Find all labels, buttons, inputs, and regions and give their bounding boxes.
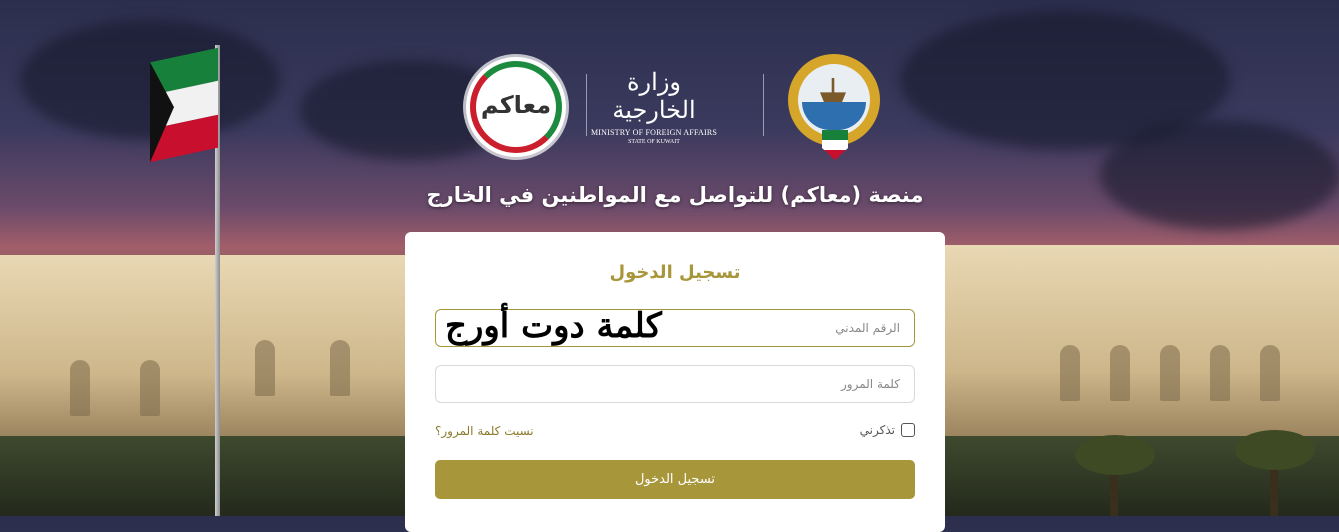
remember-label: تذكرني (859, 423, 895, 437)
login-button[interactable]: تسجيل الدخول (435, 460, 915, 499)
window (1110, 345, 1130, 401)
maakom-logo (466, 57, 566, 157)
mofa-state-name: STATE OF KUWAIT (628, 139, 680, 145)
watermark-text: كلمة دوت أورج (445, 306, 662, 346)
building-right (945, 245, 1339, 455)
platform-title: منصة (معاكم) للتواصل مع المواطنين في الخارج (426, 183, 924, 207)
window (330, 340, 350, 396)
palm-crown (1235, 430, 1315, 470)
maakom-logo-text: معاكم (480, 91, 552, 119)
password-field[interactable] (435, 365, 915, 403)
kuwait-emblem-icon (786, 52, 882, 162)
logo-divider (586, 74, 587, 136)
remember-checkbox[interactable] (901, 423, 915, 437)
window (1210, 345, 1230, 401)
kuwait-flag-icon (150, 48, 218, 162)
window (1260, 345, 1280, 401)
window (1160, 345, 1180, 401)
header-logos (460, 52, 890, 162)
mofa-english-name: MINISTRY OF FOREIGN AFFAIRS (590, 128, 718, 137)
forgot-password-link[interactable]: نسيت كلمة المرور؟ (435, 424, 534, 438)
remember-me[interactable] (860, 423, 915, 437)
login-title: تسجيل الدخول (609, 262, 741, 283)
mofa-logo (590, 68, 718, 145)
mofa-arabic-name: وزارة الخارجية (612, 68, 696, 124)
window (255, 340, 275, 396)
cloud (1100, 120, 1339, 230)
window (70, 360, 90, 416)
login-card (405, 232, 945, 532)
password-input[interactable] (450, 366, 900, 402)
window (140, 360, 160, 416)
window (1060, 345, 1080, 401)
palm-crown (1075, 435, 1155, 475)
logo-divider (763, 74, 764, 136)
